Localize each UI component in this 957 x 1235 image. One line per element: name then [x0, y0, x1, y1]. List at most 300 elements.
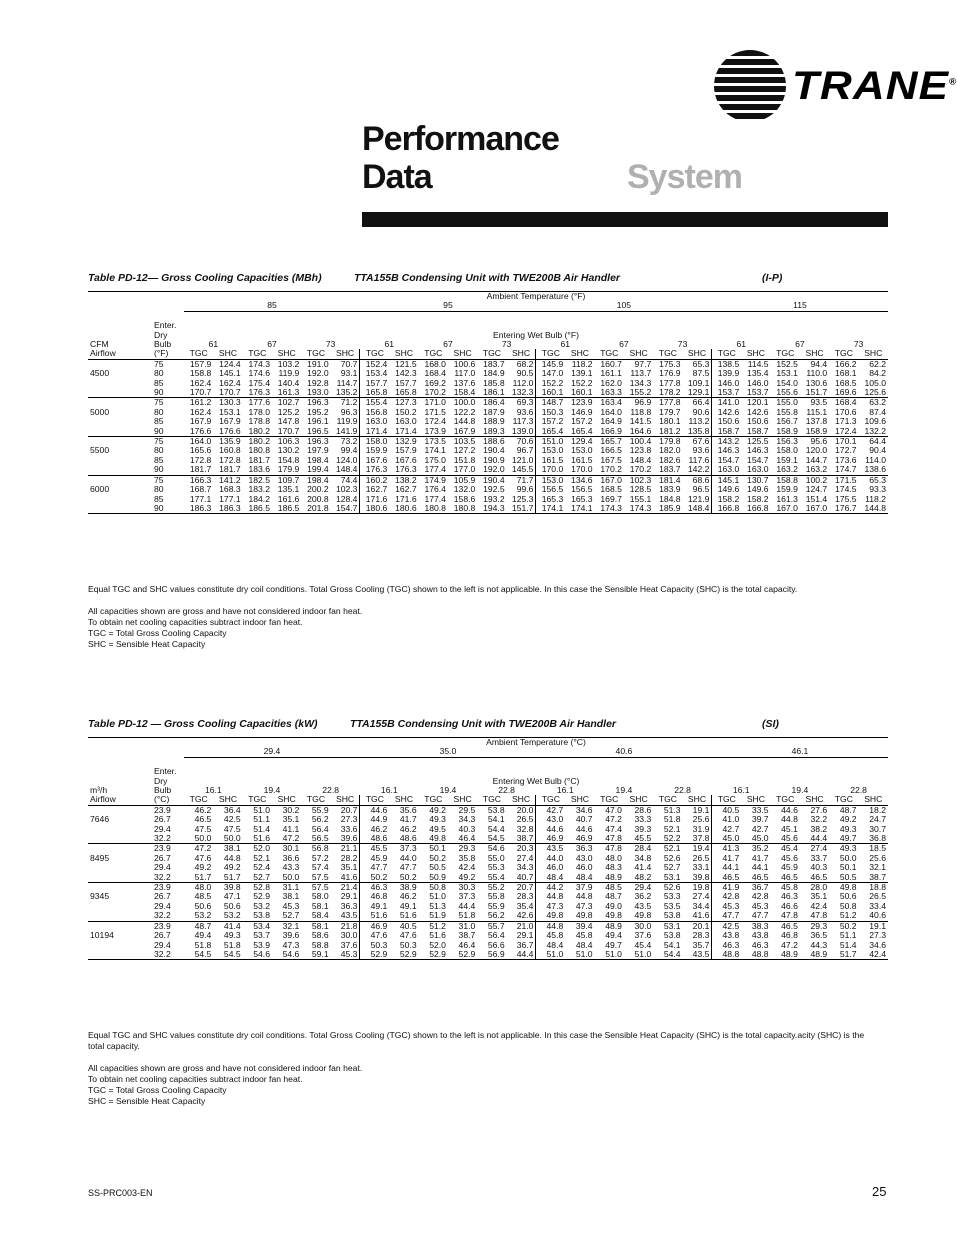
- capacity-cell: 50.1: [839, 862, 857, 873]
- capacity-cell: 26.5: [507, 815, 536, 824]
- capacity-cell: 174.1: [571, 502, 593, 513]
- capacity-cell: 44.8: [546, 920, 564, 931]
- capacity-cell: 167.6: [365, 454, 388, 465]
- blank-cell: [88, 941, 152, 950]
- capacity-cell: 191.0: [307, 358, 329, 369]
- caption-left: Table PD-12 — Gross Cooling Capacities (kW): [88, 718, 318, 730]
- capacity-cell: 39.6: [331, 834, 360, 844]
- capacity-cell: 18.2: [869, 804, 886, 815]
- capacity-cell: 44.1: [751, 862, 769, 873]
- capacity-cell: 29.4: [634, 882, 652, 893]
- capacity-cell: 84.2: [869, 368, 886, 379]
- capacity-cell: 155.8: [776, 406, 798, 417]
- capacity-cell: 50.8: [429, 882, 446, 893]
- capacity-cell: 25.6: [869, 852, 886, 863]
- capacity-cell: 53.8: [253, 910, 270, 921]
- capacity-cell: 130.7: [747, 474, 769, 485]
- airflow-value: 5000: [90, 406, 110, 417]
- capacity-cell: 157.7: [365, 377, 388, 388]
- capacity-cell: 51.0: [546, 948, 564, 959]
- shc-header: SHC: [805, 794, 824, 805]
- capacity-cell: 177.1: [219, 493, 241, 504]
- capacity-cell: 44.6: [575, 823, 593, 834]
- capacity-cell: 117.0: [454, 368, 476, 379]
- capacity-cell: 53.8: [663, 910, 681, 921]
- capacity-cell: 166.3: [189, 474, 212, 485]
- capacity-cell: 21.0: [507, 921, 536, 931]
- capacity-cell: 43.5: [331, 911, 360, 921]
- capacity-cell: 170.1: [835, 436, 857, 447]
- capacity-cell: 163.0: [395, 416, 417, 427]
- capacity-cell: 44.6: [781, 804, 798, 815]
- capacity-cell: 44.9: [370, 814, 388, 825]
- shc-header: SHC: [864, 348, 883, 359]
- capacity-cell: 156.8: [365, 406, 388, 417]
- tgc-header: TGC: [600, 794, 619, 805]
- capacity-cell: 27.4: [810, 843, 828, 854]
- note-dry-coil: Equal TGC and SHC values constitute dry coil conditions. Total Gross Cooling (TGC) shown to the left is not applicable. In this case the Sensible Heat Capacity (SHC) is the total capacity.: [88, 584, 798, 594]
- capacity-cell: 52.0: [253, 843, 270, 854]
- capacity-cell: 45.0: [751, 833, 769, 844]
- tgc-header: TGC: [717, 348, 736, 359]
- capacity-cell: 51.8: [458, 910, 476, 921]
- capacity-cell: 178.2: [659, 387, 681, 398]
- capacity-cell: 59.1: [311, 948, 329, 959]
- blank-cell: [88, 747, 152, 757]
- capacity-cell: 135.4: [747, 368, 769, 379]
- capacity-cell: 149.6: [747, 484, 769, 495]
- capacity-cell: 113.2: [683, 417, 712, 426]
- capacity-cell: 145.1: [219, 368, 241, 379]
- capacity-cell: 48.4: [575, 939, 593, 950]
- capacity-cell: 115.1: [806, 406, 828, 417]
- capacity-cell: 161.6: [277, 493, 300, 504]
- capacity-cell: 146.3: [717, 445, 740, 456]
- capacity-cell: 70.7: [331, 359, 360, 369]
- capacity-cell: 51.7: [194, 871, 212, 882]
- capacity-cell: 200.2: [307, 484, 329, 495]
- capacity-cell: 153.7: [717, 387, 740, 398]
- capacity-cell: 47.5: [223, 823, 241, 834]
- capacity-cell: 51.0: [634, 948, 652, 959]
- capacity-cell: 163.2: [776, 464, 798, 475]
- capacity-cell: 45.3: [282, 900, 300, 911]
- capacity-cell: 164.0: [189, 436, 212, 447]
- capacity-cell: 40.6: [869, 910, 886, 921]
- capacity-cell: 46.2: [399, 891, 417, 902]
- capacity-cell: 28.2: [331, 854, 360, 863]
- capacity-cell: 185.8: [483, 377, 505, 388]
- ewb-value: 16.1: [732, 785, 750, 796]
- ewb-value: 67: [619, 339, 629, 350]
- capacity-cell: 201.8: [307, 502, 329, 513]
- capacity-cell: 162.4: [189, 406, 212, 417]
- capacity-cell: 45.9: [370, 852, 388, 863]
- capacity-cell: 192.0: [307, 368, 329, 379]
- ewb-value: 73: [677, 339, 688, 350]
- capacity-cell: 94.4: [810, 358, 828, 369]
- capacity-cell: 47.6: [370, 930, 388, 941]
- blank-cell: [88, 495, 152, 504]
- capacity-cell: 122.2: [453, 406, 476, 417]
- capacity-cell: 124.0: [331, 456, 360, 465]
- capacity-cell: 192.5: [483, 484, 505, 495]
- capacity-cell: 144.7: [805, 454, 828, 465]
- capacity-cell: 36.7: [751, 882, 769, 893]
- capacity-cell: 47.7: [751, 910, 769, 921]
- capacity-cell: 34.4: [683, 902, 712, 911]
- capacity-cell: 141.9: [331, 427, 360, 437]
- capacity-cell: 54.1: [663, 939, 681, 950]
- capacity-cell: 160.7: [600, 358, 622, 369]
- capacity-cell: 161.5: [571, 454, 593, 465]
- capacity-cell: 42.7: [546, 804, 564, 815]
- blank-cell: [184, 311, 888, 321]
- capacity-cell: 56.5: [311, 833, 329, 844]
- capacity-cell: 140.4: [277, 377, 300, 388]
- capacity-cell: 163.4: [600, 397, 622, 408]
- capacity-cell: 51.1: [253, 814, 270, 825]
- capacity-cell: 47.8: [810, 910, 828, 921]
- capacity-cell: 46.8: [370, 891, 388, 902]
- capacity-cell: 53.2: [223, 910, 241, 921]
- capacity-cell: 34.6: [869, 939, 886, 950]
- capacity-cell: 156.5: [541, 484, 564, 495]
- capacity-cell: 48.4: [546, 939, 564, 950]
- capacity-cell: 29.3: [458, 843, 476, 854]
- capacity-cell: 26.5: [869, 891, 886, 902]
- ewb-value: 16.1: [556, 785, 574, 796]
- capacity-cell: 132.9: [395, 436, 417, 447]
- blank-cell: [88, 834, 152, 844]
- capacity-cell: 45.3: [751, 900, 769, 911]
- capacity-cell: 181.7: [248, 454, 270, 465]
- capacity-cell: 196.3: [307, 436, 329, 447]
- capacity-cell: 168.5: [600, 484, 622, 495]
- capacity-cell: 166.8: [747, 502, 769, 513]
- capacity-cell: 52.1: [253, 852, 270, 863]
- capacity-cell: 37.8: [683, 834, 712, 844]
- capacity-cell: 46.9: [575, 833, 593, 844]
- note-line: To obtain net cooling capacities subtract indoor fan heat.: [88, 617, 303, 627]
- capacity-cell: 93.3: [869, 484, 886, 495]
- capacity-cell: 51.2: [429, 920, 446, 931]
- capacity-cell: 50.2: [839, 920, 857, 931]
- edb-value: 23.9: [154, 804, 171, 815]
- capacity-cell: 151.0: [541, 436, 564, 447]
- note-line: To obtain net cooling capacities subtract indoor fan heat.: [88, 1074, 303, 1084]
- capacity-cell: 125.3: [507, 495, 536, 504]
- capacity-cell: 155.0: [776, 397, 798, 408]
- capacity-cell: 100.4: [629, 436, 652, 447]
- capacity-cell: 52.9: [458, 948, 476, 959]
- shc-header: SHC: [570, 794, 589, 805]
- capacity-cell: 51.7: [223, 871, 241, 882]
- capacity-cell: 54.4: [487, 823, 505, 834]
- capacity-cell: 168.5: [835, 377, 857, 388]
- capacity-cell: 27.3: [869, 930, 886, 941]
- note-line: TGC = Total Gross Cooling Capacity: [88, 628, 227, 638]
- capacity-cell: 160.1: [571, 387, 593, 398]
- tgc-header: TGC: [189, 794, 208, 805]
- capacity-cell: 41.9: [722, 882, 740, 893]
- capacity-cell: 52.1: [663, 843, 681, 854]
- capacity-cell: 190.9: [483, 454, 505, 465]
- capacity-cell: 49.7: [605, 939, 622, 950]
- shc-header: SHC: [277, 348, 296, 359]
- capacity-cell: 47.4: [605, 823, 622, 834]
- capacity-cell: 161.5: [541, 454, 564, 465]
- capacity-cell: 39.4: [575, 920, 593, 931]
- ewb-value: 61: [384, 339, 395, 350]
- blank-cell: [88, 465, 152, 475]
- capacity-cell: 52.4: [253, 862, 270, 873]
- capacity-cell: 135.8: [683, 427, 712, 437]
- capacity-cell: 43.0: [575, 852, 593, 863]
- capacity-cell: 113.7: [630, 368, 652, 379]
- edb-value: 23.9: [154, 882, 171, 893]
- capacity-cell: 186.1: [483, 387, 505, 398]
- performance-table-ip: [88, 291, 888, 514]
- shc-header: SHC: [629, 794, 648, 805]
- capacity-cell: 168.0: [424, 358, 446, 369]
- capacity-cell: 160.1: [541, 387, 564, 398]
- blank-cell: [88, 825, 152, 834]
- tgc-header: TGC: [365, 794, 384, 805]
- capacity-cell: 46.5: [751, 871, 769, 882]
- capacity-cell: 195.2: [307, 406, 329, 417]
- capacity-cell: 30.0: [634, 920, 652, 931]
- capacity-cell: 28.3: [683, 931, 712, 940]
- capacity-cell: 153.0: [541, 445, 564, 456]
- capacity-cell: 119.9: [278, 368, 300, 379]
- capacity-cell: 55.9: [311, 804, 329, 815]
- capacity-cell: 165.7: [600, 436, 622, 447]
- capacity-cell: 155.2: [629, 387, 652, 398]
- capacity-cell: 171.5: [835, 474, 857, 485]
- shc-header: SHC: [507, 349, 536, 359]
- capacity-cell: 47.2: [282, 833, 300, 844]
- blank-cell: [152, 301, 184, 311]
- capacity-cell: 28.6: [634, 804, 652, 815]
- capacity-cell: 51.1: [839, 930, 857, 941]
- capacity-cell: 49.3: [839, 823, 857, 834]
- capacity-cell: 49.3: [839, 843, 857, 854]
- capacity-cell: 54.6: [487, 843, 505, 854]
- capacity-cell: 42.5: [722, 920, 740, 931]
- capacity-cell: 34.6: [575, 804, 593, 815]
- capacity-cell: 47.6: [194, 852, 212, 863]
- edb-value: 75: [154, 436, 164, 447]
- capacity-cell: 48.6: [370, 833, 388, 844]
- tgc-header: TGC: [658, 794, 677, 805]
- capacity-cell: 179.7: [659, 406, 681, 417]
- capacity-cell: 174.1: [541, 502, 564, 513]
- capacity-cell: 184.9: [483, 368, 505, 379]
- edb-value: 32.2: [154, 833, 171, 844]
- shc-header: SHC: [683, 349, 712, 359]
- capacity-cell: 168.4: [424, 368, 446, 379]
- tgc-header: TGC: [834, 794, 853, 805]
- capacity-cell: 184.2: [248, 493, 270, 504]
- tgc-header: TGC: [248, 794, 267, 805]
- capacity-cell: 65.3: [869, 474, 886, 485]
- capacity-cell: 20.1: [683, 921, 712, 931]
- capacity-cell: 27.3: [331, 815, 360, 824]
- capacity-cell: 182.0: [659, 445, 681, 456]
- capacity-cell: 100.0: [453, 397, 476, 408]
- capacity-cell: 53.7: [253, 930, 270, 941]
- capacity-cell: 170.7: [189, 387, 212, 398]
- capacity-cell: 47.3: [575, 900, 593, 911]
- capacity-cell: 29.5: [458, 804, 476, 815]
- capacity-cell: 193.2: [483, 493, 505, 504]
- airflow-value: 9345: [90, 891, 110, 902]
- capacity-cell: 38.7: [507, 834, 536, 844]
- capacity-cell: 160.8: [219, 445, 241, 456]
- capacity-cell: 150.2: [395, 406, 417, 417]
- capacity-cell: 50.6: [839, 891, 857, 902]
- capacity-cell: 166.5: [600, 445, 622, 456]
- capacity-cell: 26.5: [683, 854, 712, 863]
- capacity-cell: 49.8: [546, 910, 564, 921]
- capacity-cell: 121.0: [507, 456, 536, 465]
- capacity-cell: 97.7: [634, 358, 652, 369]
- edb-value: 75: [154, 358, 164, 369]
- capacity-cell: 53.4: [253, 920, 270, 931]
- capacity-cell: 49.2: [839, 814, 857, 825]
- capacity-cell: 95.6: [810, 436, 828, 447]
- capacity-cell: 147.0: [541, 368, 564, 379]
- capacity-cell: 165.6: [189, 445, 212, 456]
- capacity-cell: 190.4: [483, 474, 505, 485]
- blank-cell: [184, 757, 888, 767]
- ewb-value: 67: [795, 339, 805, 350]
- capacity-cell: 165.8: [365, 387, 388, 398]
- capacity-cell: 46.5: [781, 920, 798, 931]
- capacity-cell: 49.4: [605, 930, 622, 941]
- blank-cell: [88, 863, 152, 872]
- capacity-cell: 163.3: [600, 387, 622, 398]
- capacity-cell: 36.7: [507, 941, 536, 950]
- tgc-header: TGC: [658, 348, 677, 359]
- capacity-cell: 29.1: [331, 892, 360, 901]
- note-dry-coil: Equal TGC and SHC values constitute dry coil conditions. Total Gross Cooling (TGC) shown to the left is not applicable. In this case the Sensible Heat Capacity (SHC) is the total capacity.acity (SHC) is the total capacity.: [88, 1030, 865, 1051]
- capacity-cell: 180.6: [395, 502, 417, 513]
- capacity-cell: 32.1: [869, 862, 886, 873]
- capacity-cell: 167.9: [189, 416, 212, 427]
- capacity-cell: 177.4: [424, 464, 446, 475]
- capacity-cell: 44.8: [223, 852, 241, 863]
- airflow-label: Airflow: [90, 348, 116, 359]
- capacity-cell: 172.4: [835, 425, 857, 436]
- capacity-cell: 32.1: [282, 920, 300, 931]
- capacity-cell: 129.4: [571, 436, 593, 447]
- capacity-cell: 109.7: [277, 474, 300, 485]
- capacity-cell: 173.6: [835, 454, 857, 465]
- capacity-cell: 118.8: [630, 406, 652, 417]
- table-notes-si: [88, 1030, 878, 1118]
- blank-cell: [88, 902, 152, 911]
- tgc-header: TGC: [834, 348, 853, 359]
- capacity-cell: 176.6: [219, 425, 241, 436]
- capacity-cell: 198.4: [307, 474, 329, 485]
- edb-value: 29.4: [154, 862, 171, 873]
- section-label: System: [627, 158, 742, 196]
- capacity-cell: 55.8: [487, 891, 505, 902]
- capacity-cell: 172.8: [219, 454, 241, 465]
- edb-value: 80: [154, 445, 164, 456]
- capacity-cell: 46.5: [781, 871, 798, 882]
- capacity-cell: 43.3: [282, 862, 300, 873]
- capacity-cell: 176.6: [189, 425, 212, 436]
- capacity-cell: 183.2: [248, 484, 270, 495]
- capacity-cell: 153.4: [365, 368, 388, 379]
- capacity-cell: 145.5: [507, 465, 536, 475]
- capacity-cell: 50.2: [399, 871, 417, 882]
- capacity-cell: 19.1: [683, 805, 712, 815]
- capacity-cell: 49.2: [429, 804, 446, 815]
- edb-value: 90: [154, 387, 164, 398]
- capacity-cell: 52.9: [399, 948, 417, 959]
- capacity-cell: 51.6: [370, 910, 388, 921]
- capacity-cell: 158.0: [776, 445, 798, 456]
- capacity-cell: 170.6: [835, 406, 857, 417]
- ewb-value: 19.4: [615, 785, 633, 796]
- capacity-cell: 120.1: [747, 397, 769, 408]
- shc-header: SHC: [453, 348, 472, 359]
- capacity-cell: 137.6: [453, 377, 476, 388]
- capacity-cell: 57.5: [311, 871, 329, 882]
- capacity-cell: 51.0: [253, 804, 270, 815]
- capacity-cell: 193.0: [307, 387, 329, 398]
- capacity-cell: 50.9: [429, 871, 446, 882]
- capacity-cell: 30.0: [331, 931, 360, 940]
- capacity-cell: 35.1: [282, 814, 300, 825]
- capacity-cell: 21.4: [331, 883, 360, 893]
- capacity-cell: 194.3: [483, 502, 505, 513]
- capacity-cell: 47.2: [605, 814, 622, 825]
- capacity-cell: 53.5: [663, 900, 681, 911]
- capacity-cell: 39.8: [223, 882, 241, 893]
- capacity-cell: 150.6: [717, 416, 740, 427]
- capacity-cell: 49.4: [194, 930, 212, 941]
- capacity-cell: 51.3: [429, 900, 446, 911]
- capacity-cell: 114.0: [865, 454, 886, 465]
- capacity-cell: 174.3: [248, 358, 270, 369]
- ewb-value: 73: [501, 339, 512, 350]
- ewb-value: 61: [560, 339, 571, 350]
- capacity-cell: 52.9: [253, 891, 270, 902]
- capacity-cell: 54.6: [253, 948, 270, 959]
- capacity-cell: 62.2: [869, 358, 886, 369]
- capacity-cell: 47.1: [223, 891, 241, 902]
- edb-value: 26.7: [154, 891, 171, 902]
- capacity-cell: 170.0: [571, 464, 593, 475]
- capacity-cell: 45.8: [575, 930, 593, 941]
- capacity-cell: 74.4: [331, 475, 360, 485]
- capacity-cell: 102.7: [277, 397, 300, 408]
- capacity-cell: 52.2: [663, 833, 681, 844]
- capacity-cell: 148.4: [683, 504, 712, 514]
- ambient-value: 85: [184, 301, 360, 311]
- capacity-cell: 123.8: [629, 445, 652, 456]
- capacity-cell: 158.8: [776, 474, 798, 485]
- capacity-cell: 149.6: [717, 484, 740, 495]
- capacity-cell: 174.3: [629, 502, 652, 513]
- capacity-cell: 42.5: [223, 814, 241, 825]
- capacity-cell: 48.9: [781, 948, 798, 959]
